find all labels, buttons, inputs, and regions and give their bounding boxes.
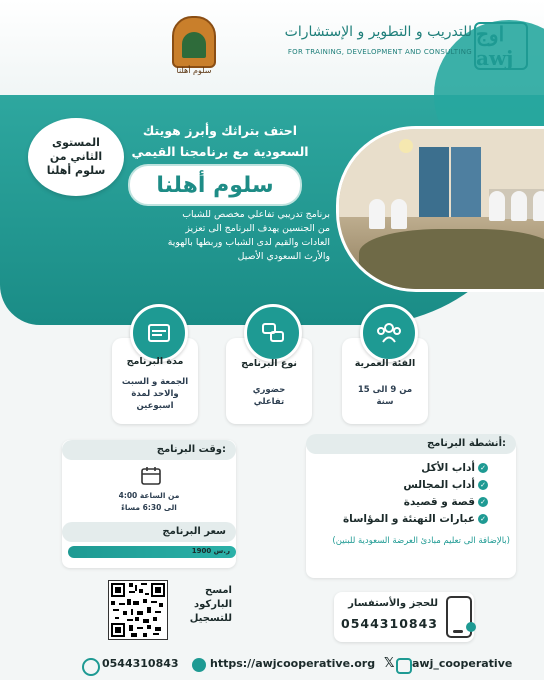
program-description	[60, 208, 330, 264]
age-line: سنة	[376, 397, 394, 407]
scan-line: امسح	[204, 585, 232, 596]
calendar-icon	[140, 466, 162, 486]
age-line: من 9 الى 15	[357, 385, 413, 395]
activities-list	[306, 462, 488, 530]
globe-icon	[192, 658, 206, 672]
tagline-line: احتف بتراثك وأبرز هويتك	[142, 123, 298, 138]
majlis-photo	[336, 126, 544, 292]
activity-text: أداب الأكل	[421, 462, 475, 474]
program-logo-caption: سلوم أهلنا	[176, 66, 212, 75]
duration-line: والاحد لمدة	[131, 389, 179, 399]
footer	[0, 652, 544, 680]
footer-website[interactable]: https://awjcooperative.org	[210, 657, 376, 670]
duration-line: الجمعة و السبت	[121, 377, 189, 387]
activity-item	[306, 496, 488, 513]
check-icon: ✓	[478, 463, 488, 473]
level-line: سلوم أهلنا	[46, 164, 106, 177]
schedule-time	[94, 490, 204, 514]
check-icon: ✓	[478, 514, 488, 524]
phone-icon	[446, 596, 472, 638]
activity-text: عبارات التهنئة و المؤاساة	[342, 513, 475, 525]
org-name-english: FOR TRAINING, DEVELOPMENT AND CONSULTING	[287, 48, 472, 56]
time-from: من الساعة 4:00	[118, 491, 180, 500]
age-title: الفئة العمرية	[354, 358, 416, 369]
price-label: سعر البرنامج	[62, 522, 236, 542]
level-line: المستوى	[52, 136, 100, 149]
scan-line: الباركود	[194, 599, 232, 610]
activity-item	[306, 479, 488, 496]
duration-title: مدة البرنامج	[126, 356, 184, 367]
people-group-icon	[360, 304, 418, 362]
description-line: برنامج تدريبي تفاعلي مخصص للشباب	[182, 209, 330, 220]
duration-value	[112, 376, 198, 412]
type-line: تفاعلي	[253, 397, 285, 407]
description-line: العادات والقيم لدى الشباب وربطها بالهوية	[167, 237, 330, 248]
x-icon: 𝕏	[384, 656, 395, 671]
registration-qr-code[interactable]	[108, 580, 168, 640]
activities-note: (بالإضافة الى تعليم مبادئ العرضة السعودية للبنين)	[332, 536, 510, 546]
activity-text: أداب المجالس	[403, 479, 475, 491]
duration-line: اسبوعين	[136, 401, 174, 411]
org-name-arabic: للتدريب و التطوير و الإستشارات	[284, 24, 472, 40]
chat-people-icon	[244, 304, 302, 362]
activity-item	[306, 462, 488, 479]
description-line: والأرث السعودي الأصيل	[237, 251, 330, 262]
calendar-board-icon	[130, 304, 188, 362]
whatsapp-icon	[82, 658, 100, 676]
tagline	[120, 120, 320, 162]
level-badge	[28, 118, 124, 196]
description-line: من الجنسين يهدف البرنامج الى تعزيز	[185, 223, 330, 234]
type-line: حضوري	[252, 385, 286, 395]
type-title: نوع البرنامج	[241, 358, 297, 369]
check-icon: ✓	[478, 497, 488, 507]
schedule-label: وقت البرنامج:	[62, 440, 236, 460]
time-to: الى 6:30 مساءً	[121, 503, 177, 512]
tagline-line: السعودية مع برنامجنا القيمي	[131, 144, 309, 159]
age-value	[342, 384, 428, 408]
level-line: الثاني من	[49, 150, 103, 163]
footer-social[interactable]: awj_cooperative	[412, 657, 513, 670]
awj-logo-mark: اوج awj	[474, 22, 528, 70]
booking-label: للحجز والأستفسار	[348, 598, 438, 609]
check-icon: ✓	[478, 480, 488, 490]
sallum-program-logo	[172, 16, 216, 68]
type-value	[226, 384, 312, 408]
activities-label: أنشطة البرنامج:	[306, 434, 516, 454]
price-value: 1900 ر.س	[191, 547, 230, 555]
program-title: سلوم أهلنا	[128, 164, 302, 206]
activity-text: قصة و قصيدة	[403, 496, 475, 508]
booking-phone[interactable]: 0544310843	[341, 616, 438, 631]
activity-item	[306, 513, 488, 530]
footer-whatsapp[interactable]: 0544310843	[102, 657, 179, 670]
scan-line: للتسجيل	[189, 613, 232, 624]
scan-instructions	[170, 584, 232, 626]
instagram-icon	[396, 658, 412, 674]
